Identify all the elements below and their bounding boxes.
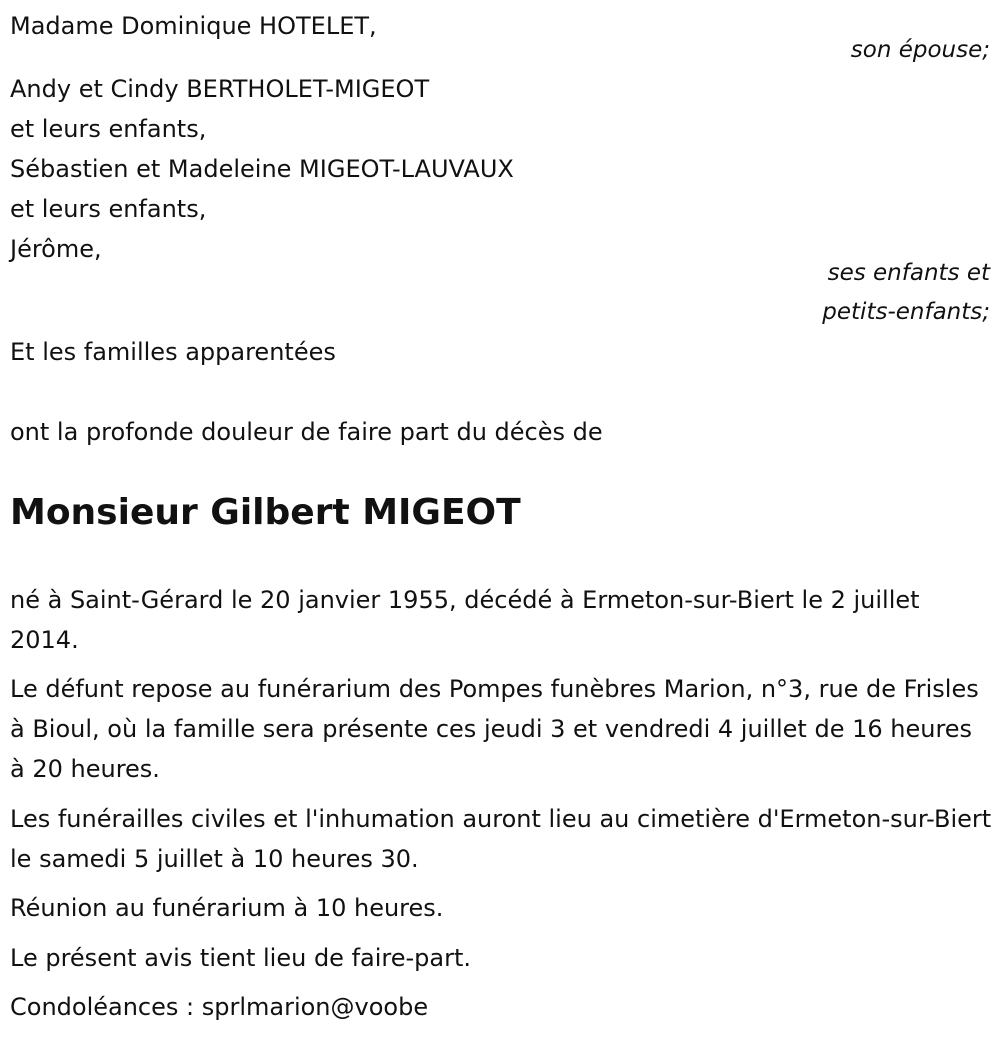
children-role-line-1: ses enfants et: [827, 260, 990, 286]
child-line-3: Sébastien et Madeleine MIGEOT-LAUVAUX: [10, 155, 514, 183]
repose-paragraph: Le défunt repose au funérarium des Pompes funèbres Marion, n°3, rue de Frisles à Bioul, où la famille sera présente ces jeudi 3 et vendredi 4 juillet de 16 heures à 20 heures.: [10, 675, 979, 783]
announcement-text: ont la profonde douleur de faire part du décès de: [10, 418, 603, 446]
meeting-paragraph: Réunion au funérarium à 10 heures.: [10, 894, 444, 922]
spouse-name: Madame Dominique HOTELET,: [10, 12, 377, 40]
children-role-line-2: petits-enfants;: [822, 299, 990, 325]
deceased-name: Monsieur Gilbert MIGEOT: [10, 492, 521, 533]
child-line-1: Andy et Cindy BERTHOLET-MIGEOT: [10, 75, 430, 103]
funeral-paragraph: Les funérailles civiles et l'inhumation auront lieu au cimetière d'Ermeton-sur-Biert le samedi 5 juillet à 10 heures 30.: [10, 805, 992, 873]
condolences-paragraph: Condoléances : sprlmarion@voobe: [10, 993, 429, 1021]
birth-death-paragraph: né à Saint-Gérard le 20 janvier 1955, décédé à Ermeton-sur-Biert le 2 juillet 2014.: [10, 586, 920, 654]
child-line-4: et leurs enfants,: [10, 195, 207, 223]
notice-paragraph: Le présent avis tient lieu de faire-part.: [10, 944, 472, 972]
spouse-role: son épouse;: [850, 37, 990, 63]
child-line-2: et leurs enfants,: [10, 115, 207, 143]
child-line-5: Jérôme,: [10, 235, 102, 263]
related-families: Et les familles apparentées: [10, 338, 336, 366]
